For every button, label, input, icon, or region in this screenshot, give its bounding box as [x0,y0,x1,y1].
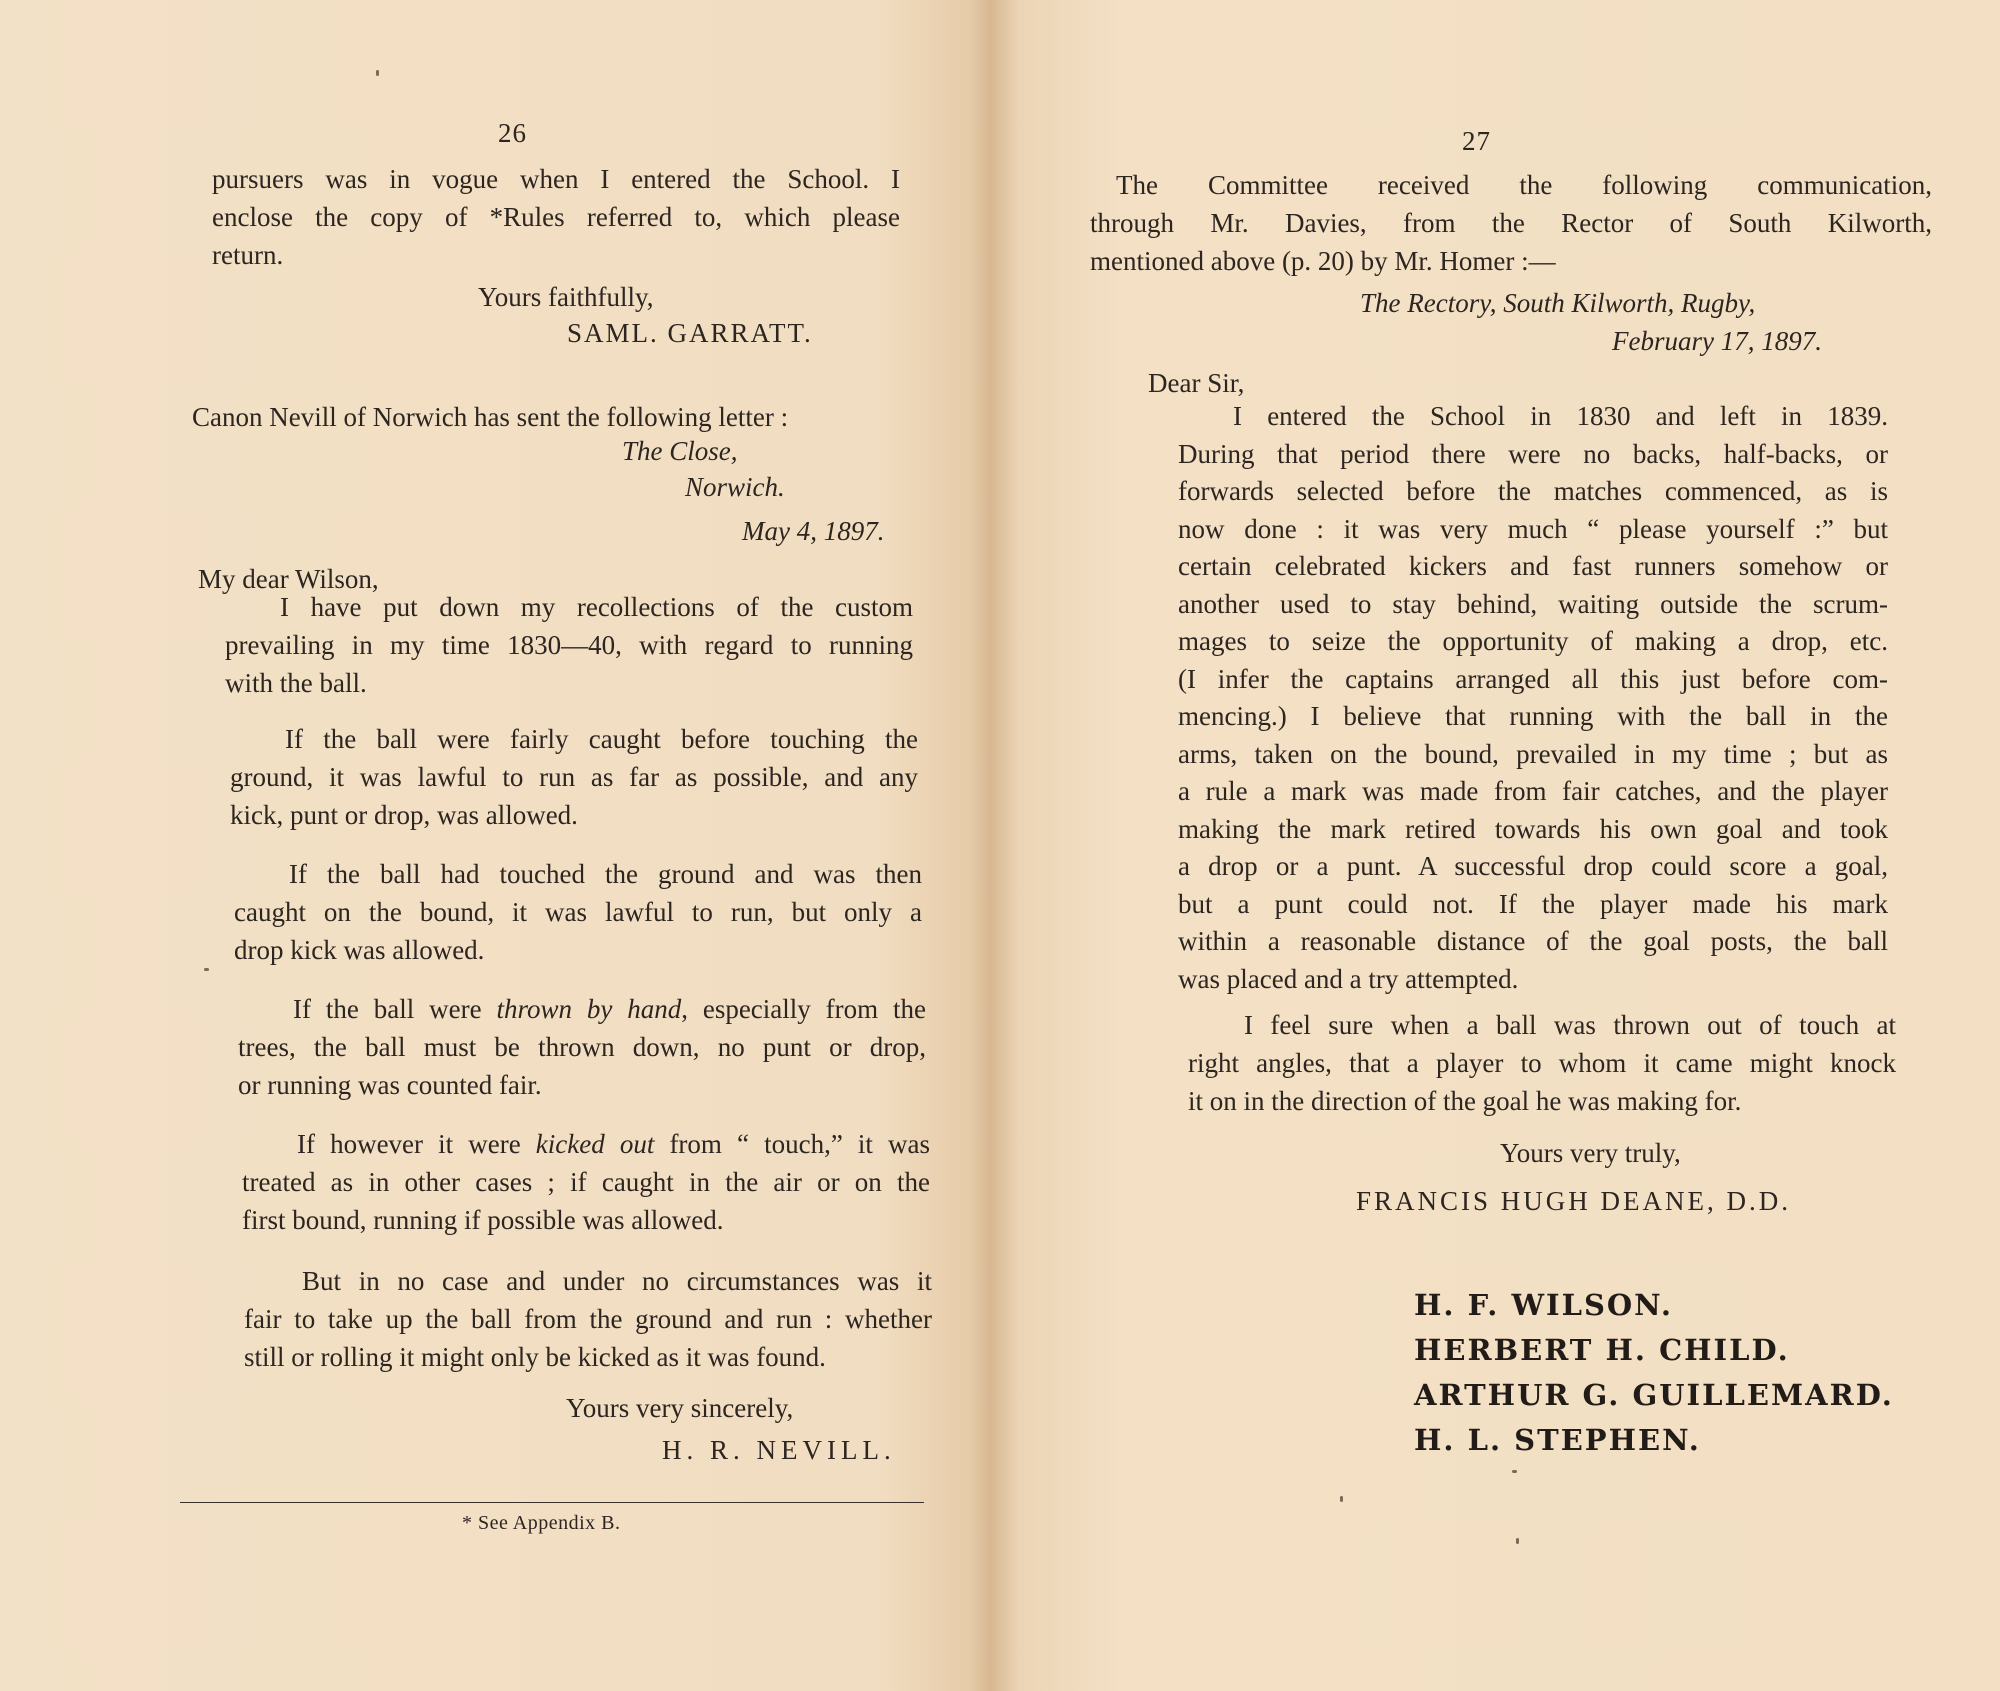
text-line: The Committee received the following communication, [1116,170,1932,200]
text-line: pursuers was in vogue when I entered the School. I [212,164,900,194]
address-line: Norwich. [685,472,785,502]
text-line: right angles, that a player to whom it came might knock [1188,1048,1896,1078]
paragraph [225,588,913,702]
paragraph [230,720,918,834]
letter-date: February 17, 1897. [1612,326,1822,356]
closing: Yours very truly, [1500,1138,1681,1168]
paragraph [234,855,922,969]
text-line: arms, taken on the bound, prevailed in my time ; but as [1178,738,1888,769]
text-line: it on in the direction of the goal he was making for. [1188,1086,1742,1116]
text-line: mages to seize the opportunity of making a drop, etc. [1178,626,1888,656]
salutation: My dear Wilson, [198,564,379,594]
signature: H. R. NEVILL. [662,1435,896,1465]
text-line: with the ball. [225,668,367,698]
closing: Yours faithfully, [478,282,654,312]
address-line: The Close, [622,436,738,466]
text-line: ground, it was lawful to run as far as possible, and any [230,762,918,792]
text-line: forwards selected before the matches commenced, as is [1178,476,1888,506]
text-line: through Mr. Davies, from the Rector of South Kilworth, [1090,208,1932,238]
opening-text [212,160,900,274]
page-number: 26 [498,118,527,148]
committee-member: H. F. WILSON. [1414,1288,1673,1322]
text-line: kick, punt or drop, was allowed. [230,800,578,830]
text-run: If the ball were [293,994,497,1024]
text-line: but a punt could not. If the player made his mark [1178,888,1888,919]
text-line: another used to stay behind, waiting outside the scrum- [1178,588,1888,619]
salutation: Dear Sir, [1148,368,1245,398]
text-line: I have put down my recollections of the custom [280,592,913,622]
text-line: If the ball had touched the ground and was then [289,859,922,889]
text-line: was placed and a try attempted. [1178,963,1519,994]
paper-speck [1512,1470,1517,1473]
text-line: drop kick was allowed. [234,935,485,965]
text-line: prevailing in my time 1830—40, with regard to running [225,630,913,660]
text-line: mentioned above (p. 20) by Mr. Homer :— [1090,246,1556,276]
page-number: 27 [1462,126,1491,156]
text-line: I entered the School in 1830 and left in 1839. [1233,401,1888,431]
text-line: a rule a mark was made from fair catches, and the player [1178,776,1888,806]
text-line: now done : it was very much “ please yourself :” but [1178,513,1888,544]
closing: Yours very sincerely, [566,1393,794,1423]
committee-member: H. L. STEPHEN. [1414,1423,1701,1457]
text-line: within a reasonable distance of the goal posts, the ball [1178,926,1888,956]
text-run: If however it were [297,1129,536,1159]
text-line: first bound, running if possible was allowed. [242,1205,724,1235]
text-line: trees, the ball must be thrown down, no punt or drop, [238,1032,926,1062]
text-line: enclose the copy of *Rules referred to, which please [212,202,900,232]
text-line: If the ball were fairly caught before touching the [285,724,918,754]
text-line: still or rolling it might only be kicked as it was found. [244,1342,826,1372]
signature: FRANCIS HUGH DEANE, D.D. [1356,1186,1792,1216]
signature: SAML. GARRATT. [567,318,813,348]
text-line: (I infer the captains arranged all this just before com- [1178,663,1888,694]
text-run: , especially from the [681,994,927,1024]
footnote: * See Appendix B. [462,1512,621,1534]
letter-date: May 4, 1897. [742,516,885,546]
paragraph [242,1125,930,1239]
paper-speck [204,968,209,971]
committee-member: ARTHUR G. GUILLEMARD. [1414,1378,1894,1412]
text-line: I feel sure when a ball was thrown out of touch at [1244,1010,1896,1040]
address-line: The Rectory, South Kilworth, Rugby, [1360,288,1756,318]
text-line [242,1125,930,1163]
intro-text: Canon Nevill of Norwich has sent the following letter : [192,402,789,432]
text-line: making the mark retired towards his own goal and took [1178,813,1888,844]
paper-speck [376,70,379,76]
text-line: During that period there were no backs, half-backs, or [1178,438,1888,469]
text-line: caught on the bound, it was lawful to run, but only a [234,897,922,927]
text-line: a drop or a punt. A successful drop could score a goal, [1178,851,1888,881]
text-line: But in no case and under no circumstances was it [302,1266,932,1296]
footnote-rule [180,1502,924,1503]
paragraph [244,1262,932,1376]
intro-text [1090,166,1932,280]
paper-speck [1516,1538,1519,1544]
text-run: from “ touch,” it was [654,1129,931,1159]
text-line: mencing.) I believe that running with the ball in the [1178,701,1888,731]
paragraph [238,990,926,1104]
italic-text: kicked out [535,1129,655,1159]
committee-member: HERBERT H. CHILD. [1414,1333,1790,1367]
text-line: treated as in other cases ; if caught in the air or on the [242,1167,930,1197]
paragraph [1178,398,1888,998]
left-page [0,0,980,1691]
text-line: certain celebrated kickers and fast runners somehow or [1178,551,1888,581]
text-line: return. [212,240,284,270]
text-line: fair to take up the ball from the ground and run : whether [244,1304,932,1334]
text-line: or running was counted fair. [238,1070,542,1100]
italic-text: thrown by hand [496,994,682,1024]
paragraph [1188,1006,1896,1120]
paper-speck [1340,1496,1343,1502]
right-page [1020,0,2000,1691]
text-line [238,990,926,1028]
